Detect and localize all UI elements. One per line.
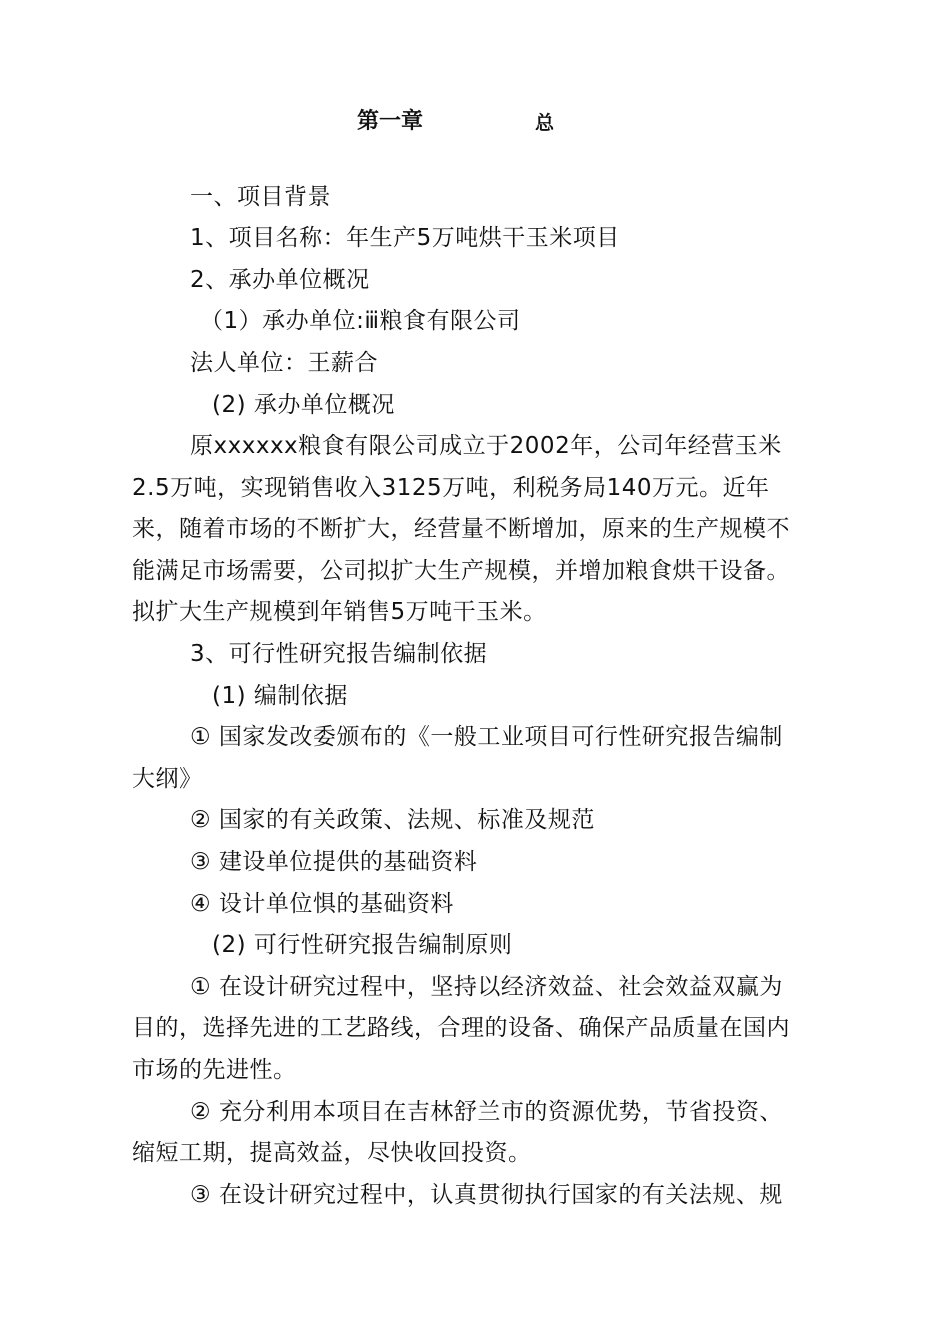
paragraph-line: ② 国家的有关政策、法规、标准及规范	[190, 807, 595, 833]
paragraph-line: 市场的先进性。	[132, 1057, 297, 1083]
paragraph-line: 2.5万吨，实现销售收入3125万吨，利税务局140万元。近年	[132, 475, 770, 501]
paragraph-line: ③ 建设单位提供的基础资料	[190, 849, 478, 875]
paragraph-line: (1) 编制依据	[212, 683, 348, 709]
chapter-heading	[0, 100, 950, 140]
paragraph-line: 拟扩大生产规模到年销售5万吨干玉米。	[132, 599, 547, 625]
paragraph-line: 1、项目名称：年生产5万吨烘干玉米项目	[190, 225, 620, 251]
paragraph-line: ④ 设计单位惧的基础资料	[190, 891, 454, 917]
paragraph-line: (2) 承办单位概况	[212, 392, 395, 418]
paragraph-line: （1）承办单位:ⅲ粮食有限公司	[200, 308, 521, 334]
paragraph-line: ② 充分利用本项目在吉林舒兰市的资源优势，节省投资、	[190, 1099, 783, 1125]
paragraph-line: ① 在设计研究过程中，坚持以经济效益、社会效益双赢为	[190, 974, 783, 1000]
paragraph-line: 大纲》	[132, 766, 203, 792]
paragraph-line: (2) 可行性研究报告编制原则	[212, 932, 513, 958]
paragraph-line: 缩短工期，提高效益，尽快收回投资。	[132, 1140, 532, 1166]
paragraph-line: 能满足市场需要，公司拟扩大生产规模，并增加粮食烘干设备。	[132, 558, 790, 584]
section-heading: 一、项目背景	[190, 184, 331, 210]
paragraph-line: 来，随着市场的不断扩大，经营量不断增加，原来的生产规模不	[132, 516, 790, 542]
paragraph-line: 目的，选择先进的工艺路线，合理的设备、确保产品质量在国内	[132, 1015, 790, 1041]
paragraph-line: 原xxxxxx粮食有限公司成立于2002年，公司年经营玉米	[190, 433, 782, 459]
paragraph-line: 2、承办单位概况	[190, 267, 370, 293]
paragraph-line: 3、可行性研究报告编制依据	[190, 641, 488, 667]
chapter-title-suffix: 总	[535, 112, 555, 134]
chapter-title: 第一章	[357, 108, 424, 134]
paragraph-line: ① 国家发改委颁布的《一般工业项目可行性研究报告编制	[190, 724, 783, 750]
paragraph-line: ③ 在设计研究过程中，认真贯彻执行国家的有关法规、规	[190, 1182, 783, 1208]
paragraph-line: 法人单位：王薪合	[190, 350, 378, 376]
